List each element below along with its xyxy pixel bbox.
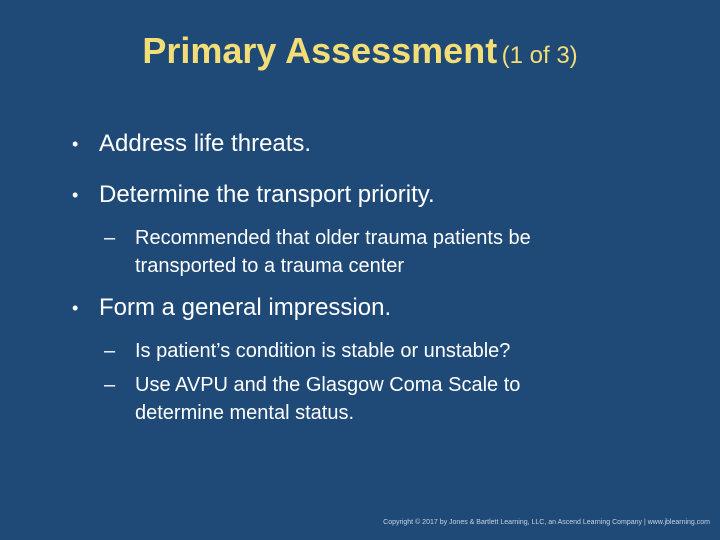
sub-bullet-text: Use AVPU and the Glasgow Coma Scale to determine mental status. bbox=[135, 374, 521, 424]
sub-bullet-text: Recommended that older trauma patients be transported to a trauma center bbox=[135, 227, 531, 277]
sub-bullet-item bbox=[104, 337, 632, 365]
slide-title-main: Primary Assessment bbox=[142, 30, 498, 71]
bullet-item bbox=[72, 292, 632, 324]
copyright-footer: Copyright © 2017 by Jones & Bartlett Learning, LLC, an Ascend Learning Company | www.jblearning.com bbox=[383, 519, 710, 526]
bullet-text: Address life threats. bbox=[99, 130, 312, 157]
bullet-text: Form a general impression. bbox=[99, 294, 392, 321]
slide-title-sub: (1 of 3) bbox=[501, 42, 578, 69]
sub-bullet-text: Is patient’s condition is stable or unstable? bbox=[135, 340, 511, 362]
sub-bullet-marker: – bbox=[104, 340, 116, 362]
bullet-marker: • bbox=[72, 134, 79, 154]
bullet-marker: • bbox=[72, 298, 79, 318]
sub-bullet-item bbox=[104, 224, 632, 280]
bullet-item bbox=[72, 128, 632, 160]
sub-bullet-marker: – bbox=[104, 374, 116, 396]
bullet-marker: • bbox=[72, 185, 79, 205]
slide-title bbox=[0, 30, 720, 72]
sub-bullet-item bbox=[104, 371, 632, 427]
slide-body bbox=[72, 128, 632, 439]
bullet-text: Determine the transport priority. bbox=[99, 181, 435, 208]
bullet-item bbox=[72, 179, 632, 211]
sub-bullet-marker: – bbox=[104, 227, 116, 249]
